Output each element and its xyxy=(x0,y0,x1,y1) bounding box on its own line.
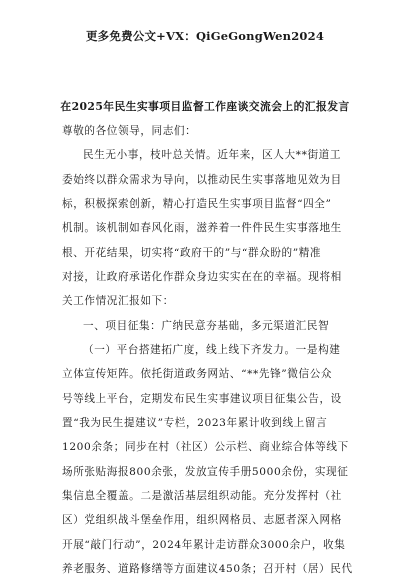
body-line: 集信息全覆盖。二是激活基层组织动能。充分发挥村（社 xyxy=(62,490,342,502)
body-line: 开展“敲门行动”，2024年累计走访群众3000余户，收集 xyxy=(62,539,346,551)
body-line: （一）平台搭建拓广度，线上线下齐发力。一是构建 xyxy=(83,344,341,356)
body-line: 置“我为民生提建议”专栏，2023年累计收到线上留言 xyxy=(62,417,328,429)
body-line: 标，积极探索创新，精心打造民生实事项目监督“四全” xyxy=(62,198,332,210)
body-line: 对接，让政府承诺化作群众身边实实在在的幸福。现将相 xyxy=(62,271,342,283)
body-line: 委始终以群众需求为导向，以推动民生实事落地见效为目 xyxy=(62,174,342,186)
body-line: 1200余条；同步在村（社区）公示栏、商业综合体等线下 xyxy=(62,441,349,453)
body-line: 号等线上平台，定期发布民生实事建议项目征集公告，设 xyxy=(62,393,342,405)
document-title: 在2025年民生实事项目监督工作座谈交流会上的汇报发言 xyxy=(60,100,350,113)
body-line: 场所张贴海报800余张，发放宣传手册5000余份，实现征 xyxy=(62,466,349,478)
body-line: 根、开花结果，切实将“政府干的”与“群众盼的”精准 xyxy=(62,247,322,259)
body-line: 民生无小事，枝叶总关情。近年来，区人大**街道工 xyxy=(83,149,342,161)
body-line: 关工作情况汇报如下： xyxy=(62,295,174,307)
watermark-header: 更多免费公文+VX：QiGeGongWen2024 xyxy=(85,29,325,43)
section-heading: 一、项目征集：广纳民意夯基础，多元渠道汇民智 xyxy=(83,320,330,332)
body-line: 立体宣传矩阵。依托街道政务网站、“**先锋”微信公众 xyxy=(62,368,333,380)
body-line: 养老服务、道路修缮等方面建议450条；召开村（居）民代 xyxy=(62,563,353,575)
salutation: 尊敬的各位领导，同志们： xyxy=(62,125,197,137)
body-line: 区）党组织战斗堡垒作用，组织网格员、志愿者深入网格 xyxy=(62,514,342,526)
body-line: 机制。该机制如春风化雨，滋养着一件件民生实事落地生 xyxy=(62,222,342,234)
